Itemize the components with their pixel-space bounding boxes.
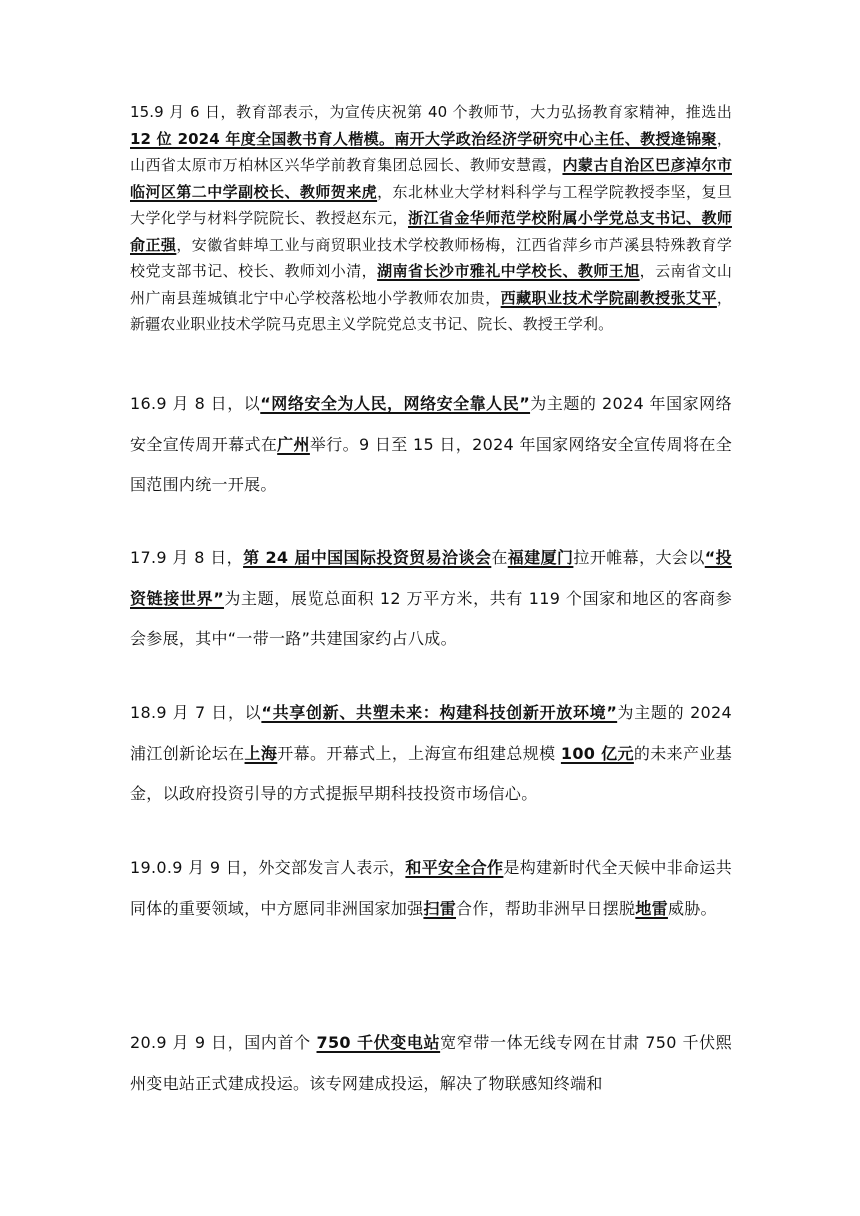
news-item-16 bbox=[130, 384, 732, 506]
text: 17.9 月 8 日， bbox=[130, 548, 244, 567]
highlight: 和平安全合作 bbox=[405, 858, 504, 877]
text: ，山西省太原市万柏林区兴华学前教育集团总园长、教师安慧霞， bbox=[130, 129, 733, 174]
highlight: 12 位 2024 年度全国教书育人楷模。 bbox=[130, 129, 395, 148]
text: 的未来产业基金，以政府投资引导的方式提振早期科技投资市场信心。 bbox=[130, 743, 732, 803]
text: 20.9 月 9 日，国内首个 bbox=[130, 1033, 317, 1052]
text: 16.9 月 8 日，以 bbox=[130, 394, 261, 413]
highlight: 福建厦门 bbox=[507, 548, 574, 567]
text: 为主题，展览总面积 12 万平方米，共有 119 个国家和地区的客商参会参展，其中“一带一路”共建国家约占八成。 bbox=[130, 588, 732, 648]
text: 合作，帮助非洲早日摆脱 bbox=[456, 898, 636, 918]
text: 为主题的 2024 浦江创新论坛在 bbox=[130, 703, 732, 763]
text: ，新疆农业职业技术学院马克思主义学院党总支书记、院长、教授王学利。 bbox=[130, 288, 733, 333]
text: 开幕。开幕式上，上海宣布组建总规模 bbox=[277, 743, 561, 763]
news-item-20 bbox=[130, 1023, 732, 1104]
text: 19.0.9 月 9 日，外交部发言人表示， bbox=[130, 858, 406, 877]
text: 拉开帷幕，大会以 bbox=[573, 548, 705, 567]
highlight: 750 千伏变电站 bbox=[316, 1033, 441, 1052]
highlight: 西藏职业技术学院副教授张艾平 bbox=[500, 288, 717, 307]
highlight: 广州 bbox=[277, 434, 310, 454]
text: ，云南省文山州广南县莲城镇北宁中心学校落松地小学教师农加贵， bbox=[130, 262, 732, 307]
highlight: 地雷 bbox=[635, 898, 668, 918]
highlight: 第 24 届中国国际投资贸易洽谈会 bbox=[243, 548, 492, 567]
text: 是构建新时代全天候中非命运共同体的重要领域，中方愿同非洲国家加强 bbox=[130, 858, 732, 918]
highlight: 南开大学政治经济学研究中心主任、教授逄锦聚 bbox=[394, 129, 717, 148]
news-item-18 bbox=[130, 693, 732, 815]
text: 举行。9 日至 15 日，2024 年国家网络安全宣传周将在全国范围内统一开展。 bbox=[130, 434, 732, 494]
highlight: 100 亿元 bbox=[560, 743, 634, 763]
text: 威胁。 bbox=[667, 898, 717, 918]
news-item-19 bbox=[130, 848, 732, 929]
text: ，安徽省蚌埠工业与商贸职业技术学校教师杨梅，江西省萍乡市芦溪县特殊教育学校党支部书记、校长、教师刘小清， bbox=[130, 235, 732, 280]
highlight: 内蒙古自治区巴彦淖尔市临河区第二中学副校长、教师贺来虎 bbox=[130, 156, 732, 201]
text: 为主题的 2024 年国家网络安全宣传周开幕式在 bbox=[130, 394, 732, 454]
highlight: 扫雷 bbox=[423, 898, 457, 918]
highlight: 上海 bbox=[244, 743, 278, 763]
highlight: “网络安全为人民，网络安全靠人民” bbox=[260, 394, 531, 413]
text: 18.9 月 7 日，以 bbox=[130, 703, 262, 722]
text: 15.9 月 6 日，教育部表示，为宣传庆祝第 40 个教师节，大力弘扬教育家精神，推选出 bbox=[130, 103, 732, 121]
text: 宽窄带一体无线专网在甘肃 750 千伏熙州变电站正式建成投运。该专网建成投运，解决了物联感知终端和 bbox=[130, 1033, 733, 1093]
text: 在 bbox=[491, 548, 508, 567]
news-item-15 bbox=[130, 99, 732, 338]
highlight: 湖南省长沙市雅礼中学校长、教师王旭 bbox=[377, 262, 640, 280]
highlight: “投资链接世界” bbox=[130, 548, 732, 608]
highlight: “共享创新、共塑未来：构建科技创新开放环境” bbox=[261, 703, 618, 722]
text: ，东北林业大学材料科学与工程学院教授李坚，复旦大学化学与材料学院院长、教授赵东元， bbox=[130, 182, 732, 227]
highlight: 浙江省金华师范学校附属小学党总支书记、教师俞正强 bbox=[130, 209, 732, 254]
news-item-17 bbox=[130, 538, 732, 660]
